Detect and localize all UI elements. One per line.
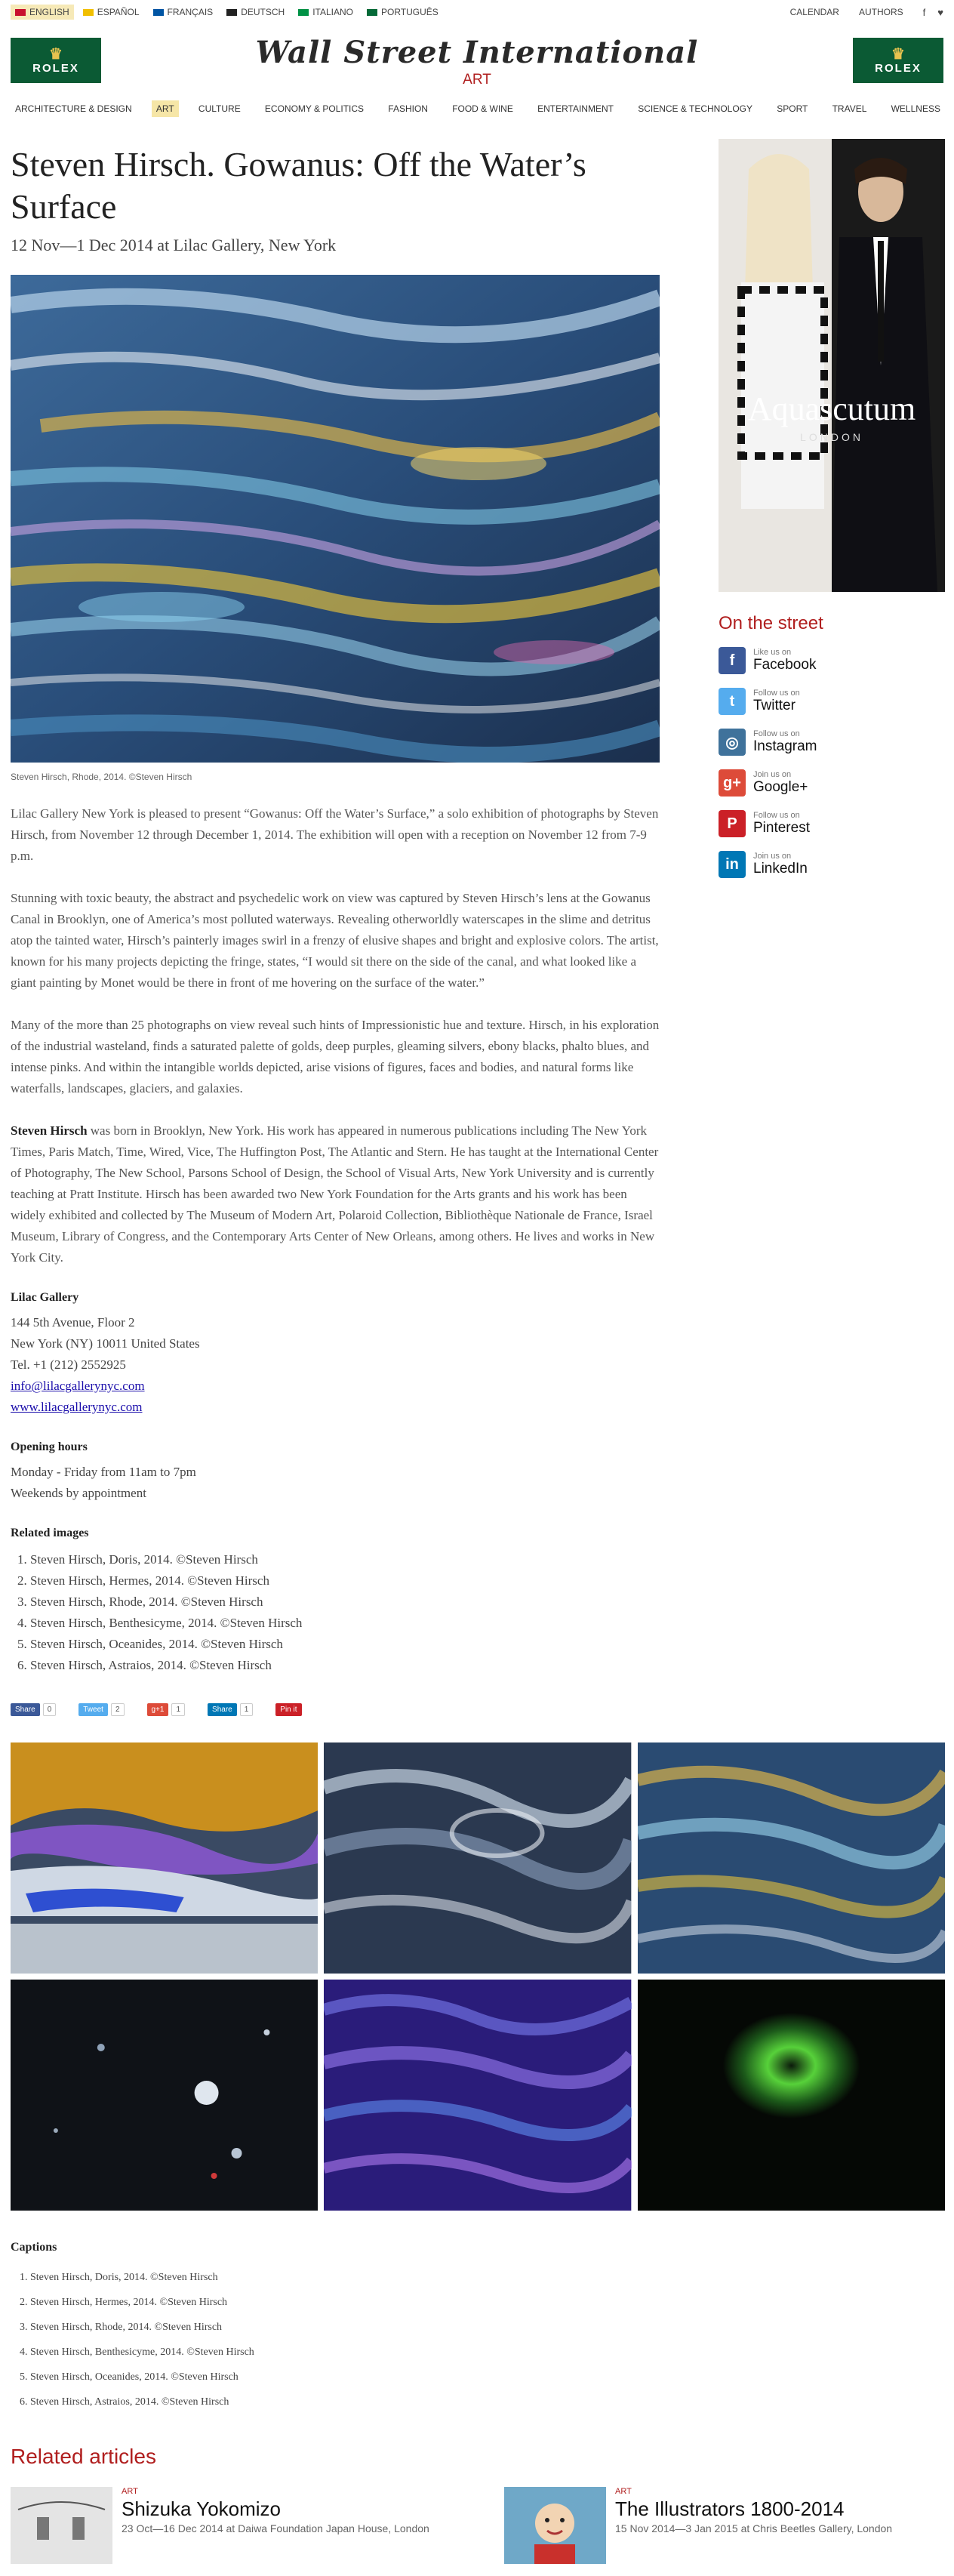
nav-science-technology[interactable]: SCIENCE & TECHNOLOGY [638, 103, 753, 114]
artist-name: Steven Hirsch [11, 1123, 88, 1138]
social-twitter[interactable]: t Follow us on Twitter [719, 687, 945, 716]
ad-city: LONDON [800, 431, 863, 443]
site-logo[interactable]: Wall Street International [255, 35, 699, 70]
facebook-icon[interactable]: f [922, 6, 926, 18]
venue-email-link[interactable]: info@lilacgallerynyc.com [11, 1379, 145, 1393]
thumb-art [11, 1980, 318, 2211]
captions-list [30, 2265, 660, 2414]
list-item: 1. Steven Hirsch, Doris, 2014. ©Steven Hirsch [30, 1549, 660, 1570]
nav-art[interactable]: ART [152, 100, 179, 117]
facebook-share-button[interactable]: Share 0 [11, 1703, 56, 1716]
paragraph: Steven Hirsch was born in Brooklyn, New York. His work has appeared in numerous publications including The New York Times, Paris Match, Time, Wired, Vice, The Huffington Post, The Atlantic and Stern. He has taught at the International Center of Photography, The New School, Parsons School of Design, the School of Visual Arts, New York University and is currently teaching at Pratt Institute. Hirsch has been awarded two New York Foundation for the Arts grants and his work has been widely exhibited and collected by The Museum of Modern Art, Polaroid Collection, Bibliothèque Nationale de France, Israel Museum, Library of Congress, and the Contemporary Arts Center of New Orleans, among others. He lives and works in New York City. [11, 1123, 659, 1265]
nav-sport[interactable]: SPORT [777, 103, 808, 114]
gallery-thumb-doris[interactable] [11, 1742, 318, 1974]
twitter-tweet-button[interactable]: Tweet 2 [78, 1703, 124, 1716]
list-item: 4. Steven Hirsch, Benthesicyme, 2014. ©Steven Hirsch [30, 1613, 660, 1634]
twitter-icon[interactable]: ♥ [937, 6, 943, 18]
social-pinterest[interactable]: P Follow us on Pinterest [719, 809, 945, 838]
flag-icon [83, 9, 94, 16]
lang-espanol[interactable]: ESPAÑOL [78, 5, 144, 20]
section-title: ART [463, 72, 491, 88]
flag-icon [298, 9, 309, 16]
venue-details [11, 1312, 660, 1418]
top-utility-bar [0, 0, 954, 24]
on-the-street-title: On the street [719, 613, 823, 633]
related-article-card[interactable] [11, 2487, 451, 2564]
hero-caption: Steven Hirsch, Rhode, 2014. ©Steven Hirsch [11, 772, 192, 782]
linkedin-icon: in [719, 851, 746, 878]
related-article-art [11, 2487, 112, 2564]
pinterest-icon: P [719, 810, 746, 837]
gallery-thumb-rhode[interactable] [638, 1742, 945, 1974]
gallery-thumb-benthesicyme[interactable] [11, 1980, 318, 2211]
thumb-art [638, 1742, 945, 1974]
linkedin-share-button[interactable]: Share 1 [208, 1703, 253, 1716]
lang-portugues[interactable]: PORTUGUÊS [362, 5, 443, 20]
opening-hours: Monday - Friday from 11am to 7pm Weekends by appointment [11, 1465, 196, 1500]
nav-culture[interactable]: CULTURE [198, 103, 241, 114]
list-item: 1. Steven Hirsch, Doris, 2014. ©Steven Hirsch [30, 2265, 660, 2290]
ad-brand: Aquascutum [747, 390, 916, 427]
social-instagram[interactable]: ◎ Follow us on Instagram [719, 728, 945, 756]
list-item: 3. Steven Hirsch, Rhode, 2014. ©Steven Hirsch [30, 1592, 660, 1613]
paragraph: Many of the more than 25 photographs on view reveal such hints of Impressionistic hue and texture. Hirsch, in his exploration of the industrial wasteland, finds a saturated palette of golds, deep purples, gleaming silvers, ebony blacks, phalto blues, and intense pinks. And within the intangible worlds depicted, arise visions of figures, faces and bodies, and natural forms like waterfalls, landscapes, glaciers, and galaxies. [11, 1018, 660, 1095]
thumb-art [11, 1742, 318, 1974]
share-bar [11, 1703, 660, 1716]
nav-fashion[interactable]: FASHION [388, 103, 428, 114]
on-the-street [719, 613, 945, 879]
list-item: 6. Steven Hirsch, Astraios, 2014. ©Steven Hirsch [30, 1655, 660, 1676]
lang-english[interactable]: ENGLISH [11, 5, 74, 20]
thumb-art [324, 1742, 631, 1974]
related-article-category: ART [122, 2487, 138, 2496]
article-title: Steven Hirsch. Gowanus: Off the Water’s Surface [11, 145, 586, 226]
nav-wellness[interactable]: WELLNESS [891, 103, 940, 114]
gallery-thumb-astraios[interactable] [638, 1980, 945, 2211]
flag-icon [15, 9, 26, 16]
flag-icon [226, 9, 237, 16]
hero-image[interactable] [11, 275, 660, 763]
language-switcher [11, 5, 443, 20]
google-plus-icon: g+ [719, 769, 746, 797]
google-plus-button[interactable]: g+1 1 [147, 1703, 186, 1716]
article-body [11, 803, 660, 1268]
authors-link[interactable]: AUTHORS [858, 7, 903, 17]
article [11, 143, 660, 1716]
venue-name: Lilac Gallery [11, 1291, 79, 1304]
crown-icon: ♛ [891, 45, 905, 63]
list-item: 3. Steven Hirsch, Rhode, 2014. ©Steven Hirsch [30, 2315, 660, 2340]
related-article-card[interactable] [504, 2487, 945, 2564]
list-item: 5. Steven Hirsch, Oceanides, 2014. ©Steven Hirsch [30, 1634, 660, 1655]
rolex-ad-right[interactable]: ♛ ROLEX [853, 38, 943, 83]
related-images-title: Related images [11, 1527, 89, 1539]
opening-hours-title: Opening hours [11, 1441, 88, 1453]
venue-address-line: 144 5th Avenue, Floor 2 [11, 1315, 135, 1330]
paragraph: Stunning with toxic beauty, the abstract and psychedelic work on view was captured by Steven Hirsch’s lens at the Gowanus Canal in Brooklyn, one of America’s most polluted waterways. Revealing otherworldly waterscapes in the slime and detritus atop the tainted water, Hirsch’s painterly images swirl in a frenzy of elusive shapes and bright and explosive colors. The artist, known for his many projects depicting the fringe, states, “I would sit there on the side of the canal, and what looked like a giant painting by Monet would be there in front of me hovering on the surface of the water.” [11, 891, 659, 990]
image-gallery [11, 1742, 945, 2211]
article-subtitle: 12 Nov—1 Dec 2014 at Lilac Gallery, New York [11, 236, 337, 254]
venue-address-line: New York (NY) 10011 United States [11, 1336, 200, 1351]
related-article-image [504, 2487, 606, 2564]
nav-food-wine[interactable]: FOOD & WINE [452, 103, 513, 114]
list-item: 4. Steven Hirsch, Benthesicyme, 2014. ©Steven Hirsch [30, 2340, 660, 2365]
related-article-art [504, 2487, 606, 2564]
nav-entertainment[interactable]: ENTERTAINMENT [537, 103, 614, 114]
thumb-art [324, 1980, 631, 2211]
related-article-title[interactable]: The Illustrators 1800-2014 [615, 2497, 845, 2520]
related-article-meta: 23 Oct—16 Dec 2014 at Daiwa Foundation Japan House, London [122, 2522, 429, 2534]
nav-architecture-design[interactable]: ARCHITECTURE & DESIGN [15, 103, 132, 114]
twitter-icon: t [719, 688, 746, 715]
social-facebook[interactable]: f Like us on Facebook [719, 646, 945, 675]
captions-section [11, 2241, 660, 2414]
venue-phone: Tel. +1 (212) 2552925 [11, 1357, 126, 1372]
related-images-list [30, 1549, 660, 1676]
lang-italiano[interactable]: ITALIANO [294, 5, 358, 20]
social-google-plus[interactable]: g+ Join us on Google+ [719, 769, 945, 797]
calendar-link[interactable]: CALENDAR [789, 7, 839, 17]
rolex-ad-left[interactable]: ♛ ROLEX [11, 38, 101, 83]
flag-icon [153, 9, 164, 16]
masthead [0, 35, 954, 88]
thumb-art [638, 1980, 945, 2211]
social-linkedin[interactable]: in Join us on LinkedIn [719, 850, 945, 879]
flag-icon [367, 9, 377, 16]
gallery-thumb-oceanides[interactable] [324, 1980, 631, 2211]
paragraph: Lilac Gallery New York is pleased to present “Gowanus: Off the Water’s Surface,” a solo exhibition of photographs by Steven Hirsch, from November 12 through December 1, 2014. The exhibition will open with a reception on November 12 from 7-9 p.m. [11, 806, 659, 863]
list-item: 2. Steven Hirsch, Hermes, 2014. ©Steven Hirsch [30, 1570, 660, 1592]
related-articles-title: Related articles [11, 2445, 156, 2468]
hero-image-art [11, 275, 660, 763]
related-article-meta: 15 Nov 2014—3 Jan 2015 at Chris Beetles Gallery, London [615, 2522, 893, 2534]
venue-website-link[interactable]: www.lilacgallerynyc.com [11, 1400, 143, 1414]
list-item: 5. Steven Hirsch, Oceanides, 2014. ©Steven Hirsch [30, 2365, 660, 2390]
nav-travel[interactable]: TRAVEL [832, 103, 867, 114]
facebook-icon: f [719, 647, 746, 674]
pinterest-pin-button[interactable]: Pin it [275, 1703, 301, 1716]
aquascutum-ad[interactable] [719, 139, 945, 592]
ad-art [719, 139, 945, 592]
captions-title: Captions [11, 2241, 57, 2254]
nav-economy-politics[interactable]: ECONOMY & POLITICS [264, 103, 365, 114]
related-articles [11, 2445, 945, 2564]
list-item: 6. Steven Hirsch, Astraios, 2014. ©Steven Hirsch [30, 2390, 660, 2414]
lang-francais[interactable]: FRANÇAIS [149, 5, 218, 20]
related-article-image [11, 2487, 112, 2564]
main-nav [11, 100, 945, 117]
list-item: 2. Steven Hirsch, Hermes, 2014. ©Steven Hirsch [30, 2290, 660, 2315]
crown-icon: ♛ [49, 45, 63, 63]
related-article-title[interactable]: Shizuka Yokomizo [122, 2497, 282, 2520]
gallery-thumb-hermes[interactable] [324, 1742, 631, 1974]
related-article-category: ART [615, 2487, 632, 2496]
lang-deutsch[interactable]: DEUTSCH [222, 5, 289, 20]
instagram-icon: ◎ [719, 729, 746, 756]
